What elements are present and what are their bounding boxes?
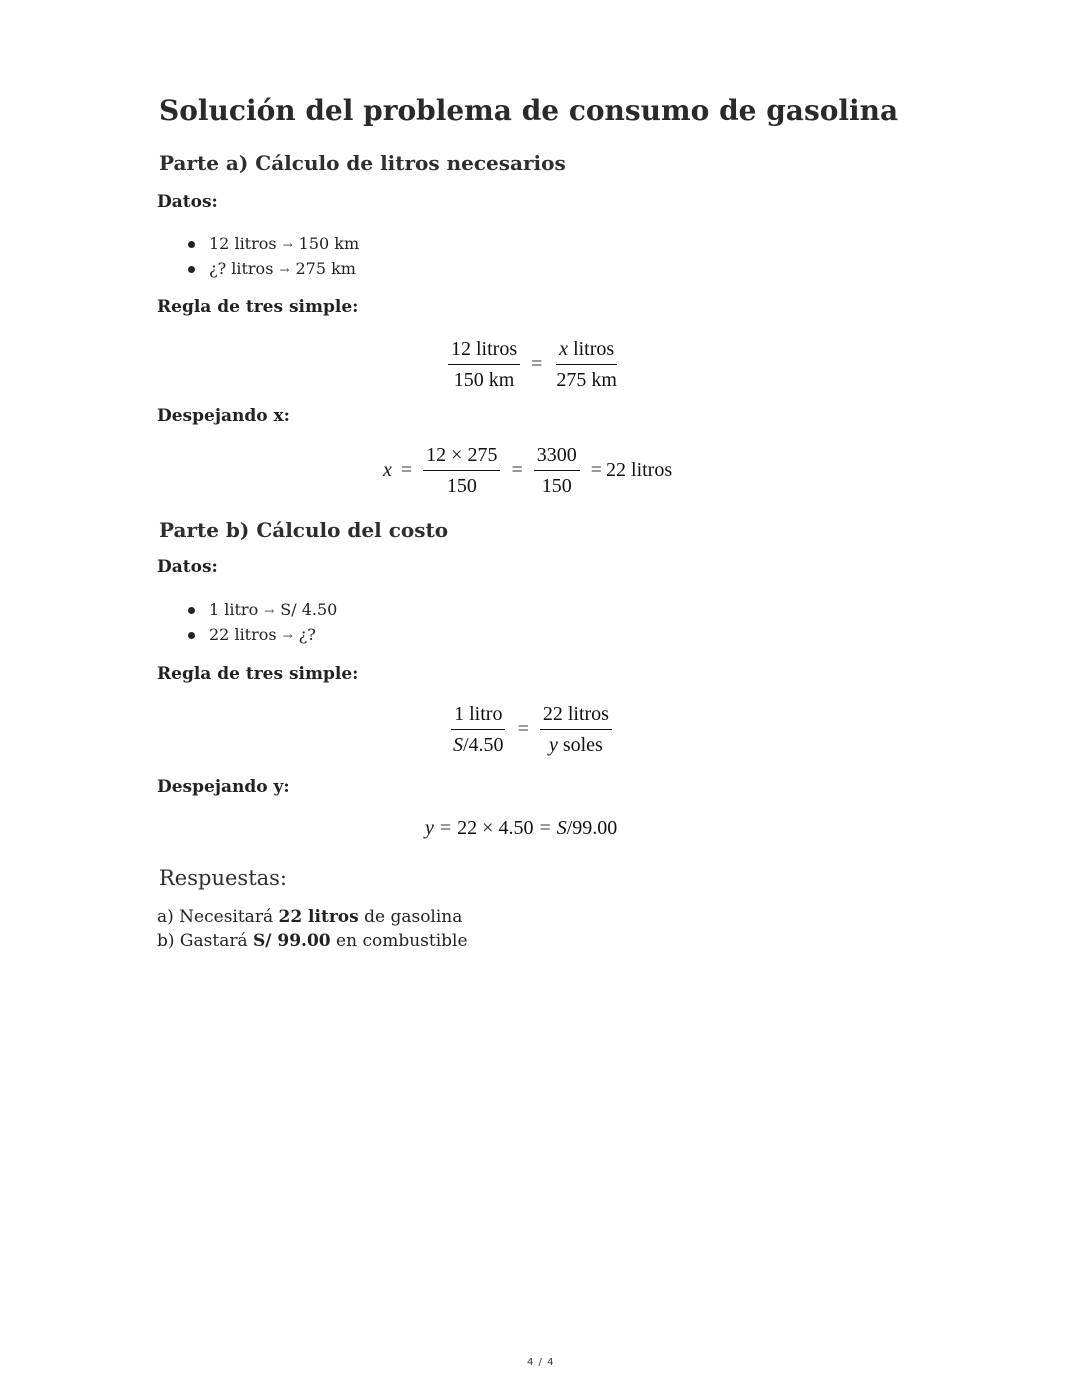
equals-sign: =	[439, 817, 452, 839]
equals-sign: =	[539, 817, 551, 839]
datos-list-b	[187, 598, 337, 648]
list-item: 1 litro → S/ 4.50	[187, 598, 337, 623]
page-number: 4 / 4	[527, 1357, 555, 1368]
equation-proportion-a	[446, 336, 622, 393]
equals-sign: =	[400, 459, 413, 481]
arrow-icon: →	[282, 238, 293, 252]
datos-label-a: Datos:	[157, 192, 218, 212]
section-heading-respuestas: Respuestas:	[159, 866, 287, 890]
equals-sign: =	[511, 459, 523, 481]
fraction: $\frac{\text{12 litros}}{150 km}$	[446, 336, 522, 393]
fraction: $\frac{3300}{150}$	[532, 442, 582, 499]
arrow-icon: →	[282, 629, 293, 643]
arrow-icon: →	[279, 263, 290, 277]
answer-a: a) Necesitará 22 litros de gasolina	[157, 907, 463, 927]
equals-sign: =	[531, 353, 543, 375]
section-heading-parte-b: Parte b) Cálculo del costo	[159, 518, 449, 542]
fraction: $\frac{12 \times 275}{150}$	[421, 442, 502, 499]
section-heading-parte-a: Parte a) Cálculo de litros necesarios	[159, 151, 566, 175]
fraction: $\frac{\text{x litros}}{275 km}$	[556, 338, 617, 391]
answers-block	[157, 905, 468, 953]
despejando-label-b: Despejando y:	[157, 777, 290, 797]
equation-proportion-b	[448, 701, 614, 758]
list-item: 22 litros → ¿?	[187, 623, 337, 648]
regla-label-b: Regla de tres simple:	[157, 664, 359, 684]
equation-solve-x: x = $\frac{12 \times 275}{150}$ = $\frac{3300}{150}$ = 22 litros	[383, 444, 673, 497]
datos-label-b: Datos:	[157, 557, 218, 577]
list-item: ¿? litros → 275 km	[187, 257, 359, 282]
arrow-icon: →	[264, 604, 275, 618]
datos-list-a	[187, 232, 359, 282]
fraction: $\frac{\text{1 litro}}{S/4.50}$	[453, 703, 504, 756]
equation-solve-y: y = 22 × 4.50 = S/99.00	[425, 817, 618, 839]
answer-b: b) Gastará S/ 99.00 en combustible	[157, 931, 468, 951]
list-item: 12 litros → 150 km	[187, 232, 359, 257]
equals-sign: =	[590, 459, 603, 481]
regla-label-a: Regla de tres simple:	[157, 297, 359, 317]
equals-sign: =	[517, 718, 529, 740]
fraction: $\frac{\text{22 litros}}{\text{y soles}}$	[538, 701, 614, 758]
despejando-label-a: Despejando x:	[157, 406, 290, 426]
page-title: Solución del problema de consumo de gasolina	[159, 94, 899, 127]
